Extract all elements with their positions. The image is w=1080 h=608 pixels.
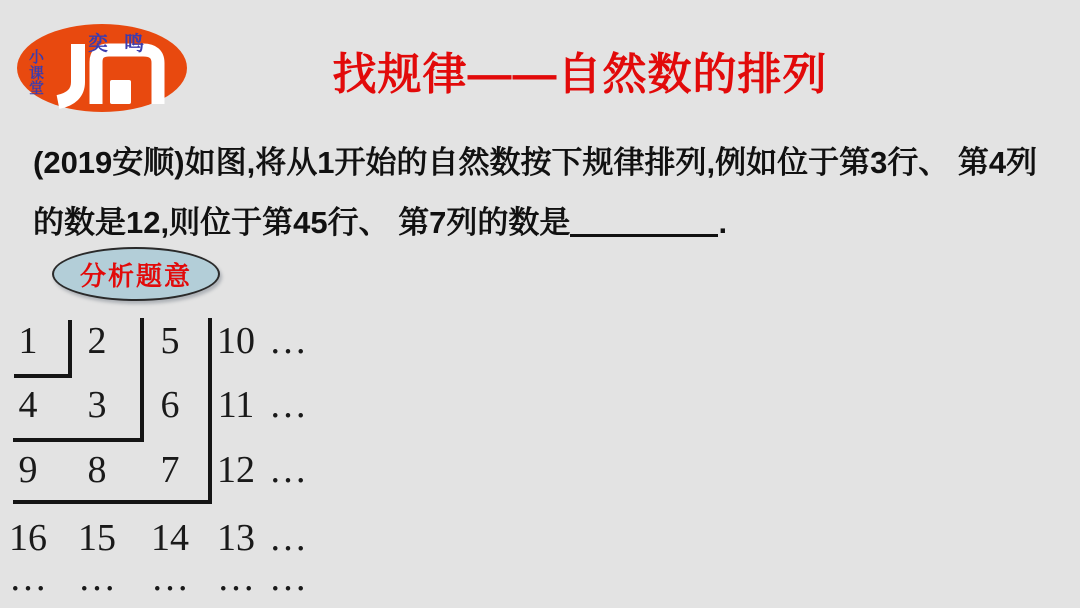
grid-cell: 10 <box>217 320 255 362</box>
grid-cell: 4 <box>18 384 38 426</box>
grid-cell: 13 <box>217 517 255 559</box>
grid-row <box>0 448 345 492</box>
page-title: 找规律——自然数的排列 <box>332 50 828 99</box>
logo-sub-text: 小课堂 <box>28 49 44 97</box>
grid-row <box>0 383 345 427</box>
grid-cell-ellipsis: … <box>269 384 307 426</box>
grid-row <box>0 516 345 560</box>
grid-cell: 8 <box>87 449 107 491</box>
grid-cell: 3 <box>87 384 107 426</box>
grid-cell: 9 <box>18 449 38 491</box>
grid-cell: 5 <box>160 320 180 362</box>
grid-cell-ellipsis: … <box>9 557 47 599</box>
grid-cell-ellipsis: … <box>269 557 307 599</box>
grid-cell-ellipsis: … <box>217 557 255 599</box>
grid-cell-ellipsis: … <box>78 557 116 599</box>
grid-cell: 7 <box>160 449 180 491</box>
number-grid <box>0 308 345 608</box>
analysis-badge <box>52 247 220 301</box>
grid-cell: 15 <box>78 517 116 559</box>
analysis-badge-label: 分析题意 <box>79 260 192 291</box>
grid-cell: 6 <box>160 384 180 426</box>
answer-blank <box>570 206 718 237</box>
grid-cell-ellipsis: … <box>151 557 189 599</box>
problem-line-2 <box>33 197 1063 242</box>
problem-line-1: (2019安顺)如图,将从1开始的自然数按下规律排列,例如位于第3行、 第4列 <box>33 145 1038 180</box>
grid-cell: 12 <box>217 449 255 491</box>
problem-line-2-period: . <box>718 205 728 240</box>
grid-cell: 2 <box>87 320 107 362</box>
logo-brand-text: 奕鸣 <box>88 33 160 55</box>
grid-row <box>0 556 345 600</box>
grid-cell: 14 <box>151 517 189 559</box>
grid-row <box>0 319 345 363</box>
grid-cell-ellipsis: … <box>269 320 307 362</box>
problem-line-2-text: 的数是12,则位于第45行、 第7列的数是 <box>33 205 571 240</box>
grid-cell: 1 <box>18 320 38 362</box>
grid-cell: 16 <box>9 517 47 559</box>
grid-cell: 11 <box>217 384 255 426</box>
logo-mark-square <box>110 80 131 104</box>
grid-cell-ellipsis: … <box>269 517 307 559</box>
grid-cell-ellipsis: … <box>269 449 307 491</box>
